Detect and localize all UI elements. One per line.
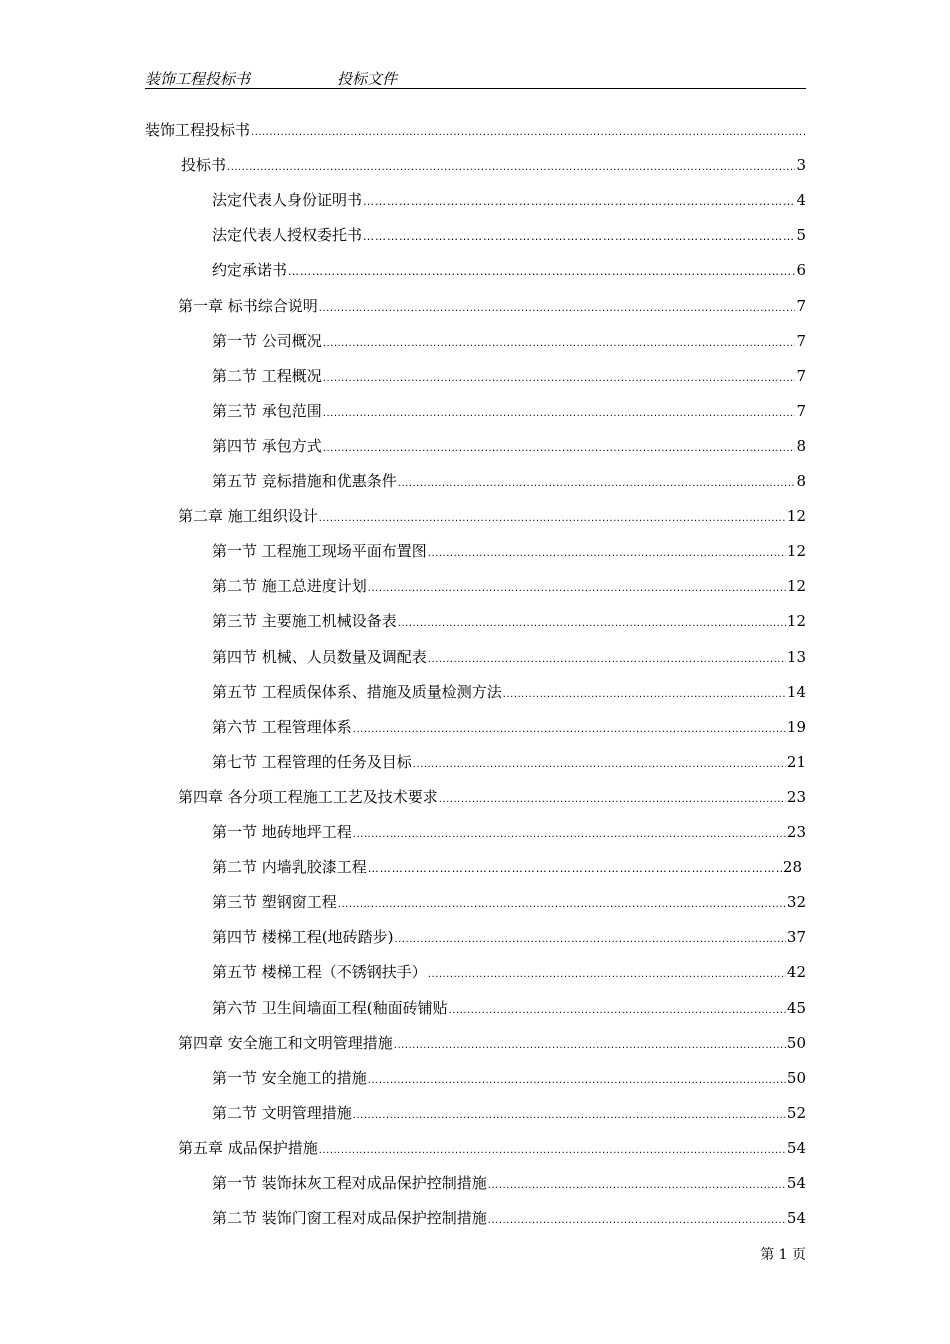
toc-entry-page: 13 [786,647,806,666]
toc-entry[interactable] [212,189,806,211]
toc-entry[interactable] [212,259,806,281]
toc-entry-title: 第二节 工程概况 [212,366,322,385]
toc-entry[interactable] [212,1102,806,1124]
toc-entry[interactable] [212,575,806,597]
toc-entry-title: 第四节 承包方式 [212,436,322,455]
toc-entry[interactable] [212,330,806,352]
toc-entry[interactable] [212,400,806,422]
toc-leader-dots [353,1105,786,1127]
toc-entry-title: 第四章 各分项工程施工工艺及技术要求 [178,787,438,806]
toc-entry[interactable] [212,961,806,983]
toc-entry[interactable] [212,716,806,738]
toc-entry[interactable] [212,997,806,1019]
toc-entry-page: 8 [796,436,806,455]
toc-leader-dots [319,1140,786,1162]
toc-entry-page: 12 [786,577,806,596]
toc-entry-page: 7 [796,296,806,315]
toc-entry-page: 6 [796,261,806,280]
toc-entry-title: 第五节 楼梯工程（不锈钢扶手） [212,963,427,982]
toc-entry-title: 法定代表人身份证明书 [212,191,363,210]
toc-entry-title: 法定代表人授权委托书 [212,226,363,245]
toc-entry-title: 第一节 安全施工的措施 [212,1068,367,1087]
toc-entry-page: 45 [786,998,806,1017]
toc-leader-dots [319,508,786,530]
toc-entry[interactable] [212,1067,806,1089]
toc-leader-dots [323,438,796,460]
toc-leader-dots [319,298,796,320]
toc-leader-dots [413,754,786,776]
toc-entry-page: 12 [786,507,806,526]
toc-entry-title: 第四节 机械、人员数量及调配表 [212,647,427,666]
toc-entry[interactable] [178,786,806,808]
toc-leader-dots [227,157,795,179]
toc-entry-title: 装饰工程投标书 [145,121,251,139]
toc-entry-page: 50 [786,1033,806,1052]
toc-entry[interactable] [212,610,806,632]
toc-leader-dots [488,1175,786,1197]
toc-entry-title: 第二节 装饰门窗工程对成品保护控制措施 [212,1209,487,1228]
page-number: 第 1 页 [760,1247,806,1263]
toc-entry-page: 12 [786,612,806,631]
toc-entry[interactable] [212,856,802,878]
toc-entry[interactable] [212,751,806,773]
header-section-title: 投标文件 [337,70,398,88]
toc-entry-page: 7 [796,366,806,385]
toc-entry-title: 第五节 竞标措施和优惠条件 [212,472,397,490]
toc-entry-title: 第二节 施工总进度计划 [212,577,367,596]
toc-entry[interactable] [212,1172,806,1194]
toc-entry-title: 第六节 工程管理体系 [212,717,352,736]
toc-entry-title: 第三节 承包范围 [212,401,322,420]
toc-leader-dots [503,684,786,706]
toc-entry-page: 54 [786,1209,806,1228]
toc-entry-page: 23 [786,787,806,806]
toc-leader-dots [368,1070,786,1092]
toc-entry-page: 19 [786,717,806,736]
toc-entry-page: 3 [796,156,806,175]
toc-entry-page: 54 [786,1138,806,1157]
toc-entry-page: 23 [786,823,806,841]
header-doc-title: 装饰工程投标书 [145,70,251,88]
toc-entry-title: 第二章 施工组织设计 [178,507,318,526]
toc-leader-dots [323,368,796,390]
toc-entry-page: 8 [796,472,806,490]
toc-leader-dots [288,261,795,283]
toc-entry[interactable] [212,470,806,492]
toc-entry-page: 42 [786,963,806,982]
toc-leader-dots [338,894,786,916]
toc-entry-title: 第五章 成品保护措施 [178,1138,318,1157]
toc-entry[interactable] [212,365,806,387]
toc-entry-page: 21 [786,752,806,771]
toc-entry-title: 第六节 卫生间墙面工程(釉面砖铺贴 [212,998,448,1017]
toc-leader-dots [394,1035,786,1057]
toc-entry[interactable] [212,891,806,913]
toc-leader-dots [428,964,786,986]
toc-entry[interactable] [181,154,806,176]
toc-entry[interactable] [212,1207,806,1229]
toc-entry-page: 28 [782,858,802,877]
toc-leader-dots [353,824,786,846]
toc-entry-title: 第七节 工程管理的任务及目标 [212,752,412,771]
toc-leader-dots [428,543,786,565]
toc-leader-dots [488,1210,786,1232]
toc-leader-dots [439,789,786,811]
toc-entry-title: 第四章 安全施工和文明管理措施 [178,1033,393,1052]
toc-leader-dots [251,122,805,144]
toc-entry[interactable] [212,681,806,703]
toc-entry[interactable] [212,540,806,562]
toc-entry-title: 第一节 地砖地坪工程 [212,823,352,841]
toc-entry[interactable] [145,119,806,141]
toc-entry-title: 第三节 主要施工机械设备表 [212,612,397,631]
toc-entry[interactable] [178,1032,806,1054]
toc-leader-dots [398,473,796,495]
toc-leader-dots [353,719,786,741]
toc-entry[interactable] [212,821,806,843]
toc-entry-page: 7 [796,401,806,420]
toc-entry-page: 37 [786,928,806,947]
toc-leader-dots [323,403,796,425]
toc-entry-page: 5 [796,226,806,245]
toc-leader-dots [449,1000,786,1022]
toc-leader-dots [394,929,785,951]
toc-entry-title: 第一节 装饰抹灰工程对成品保护控制措施 [212,1174,487,1192]
toc-leader-dots [398,613,786,635]
toc-entry-title: 第一节 公司概况 [212,331,322,350]
toc-entry[interactable] [212,926,806,948]
toc-leader-dots [368,578,786,600]
toc-entry-page: 50 [786,1068,806,1087]
toc-leader-dots [428,649,786,671]
toc-entry-page: 52 [786,1103,806,1122]
toc-entry-page: 14 [786,682,806,701]
toc-entry-title: 投标书 [181,156,227,175]
toc-entry-title: 第五节 工程质保体系、措施及质量检测方法 [212,682,502,701]
toc-leader-dots [368,858,782,880]
toc-entry[interactable] [212,435,806,457]
toc-entry-page: 54 [786,1174,806,1192]
toc-entry-title: 第二节 内墙乳胶漆工程 [212,858,367,877]
toc-entry-page: 12 [786,542,806,561]
toc-entry-title: 第四节 楼梯工程(地砖踏步) [212,928,394,947]
toc-entry[interactable] [178,295,806,317]
toc-entry-page: 7 [796,331,806,350]
toc-entry-title: 第一节 工程施工现场平面布置图 [212,542,427,561]
toc-entry-title: 第三节 塑钢窗工程 [212,893,337,912]
toc-leader-dots [363,226,795,248]
toc-entry-title: 第一章 标书综合说明 [178,296,318,315]
toc-entry[interactable] [212,646,806,668]
toc-entry-page: 4 [796,191,806,210]
toc-entry[interactable] [178,1137,806,1159]
toc-leader-dots [363,191,795,213]
page-header [145,64,806,89]
toc-entry-page: 32 [786,893,806,912]
toc-entry[interactable] [178,505,806,527]
toc-entry-title: 约定承诺书 [212,261,288,280]
toc-entry-title: 第二节 文明管理措施 [212,1103,352,1122]
toc-entry[interactable] [212,224,806,246]
toc-leader-dots [323,333,796,355]
